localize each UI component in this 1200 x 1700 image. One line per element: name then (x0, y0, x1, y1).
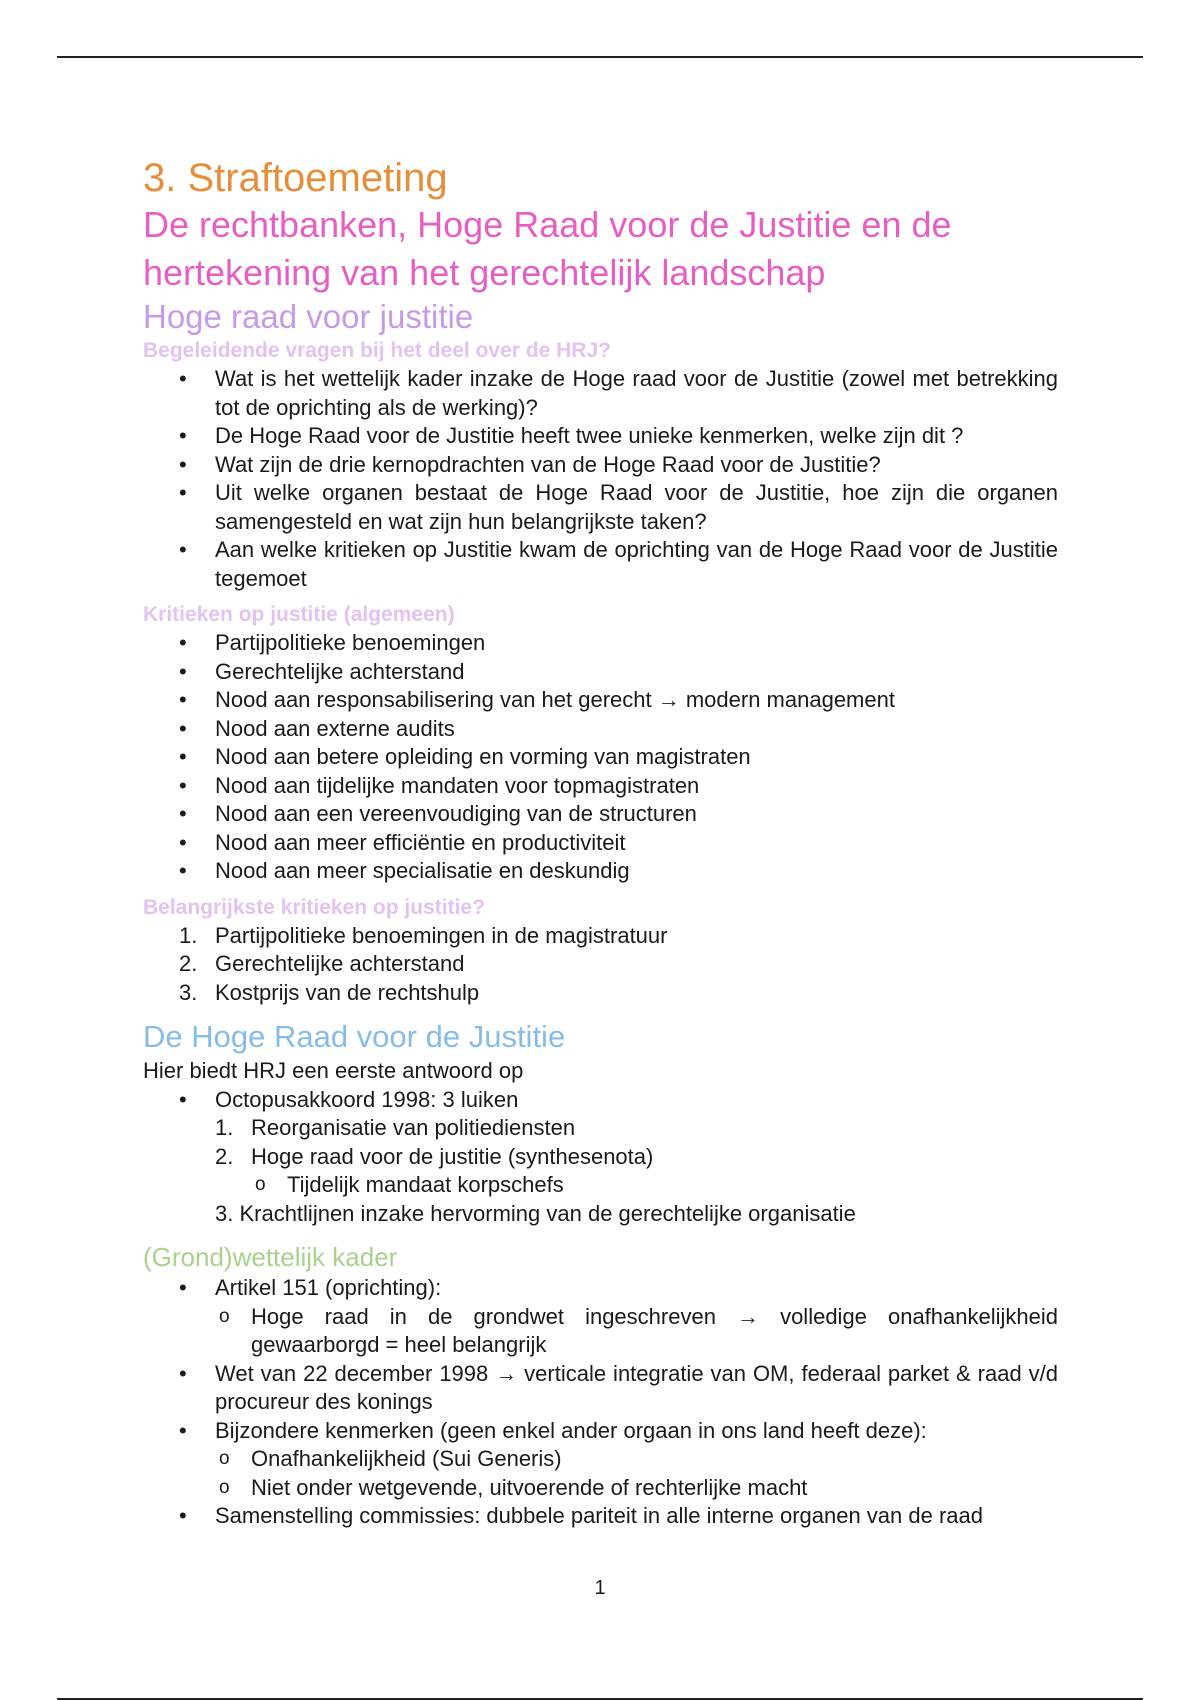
list-item: • Wat is het wettelijk kader inzake de Hoge raad voor de Justitie (zowel met betrekking tot de oprichting als de werking)? (143, 365, 1058, 422)
list-item: • Artikel 151 (oprichting): o Hoge raad in de grondwet ingeschreven → volledige onafhankelijkheid gewaarborgd = heel belangrijk (143, 1274, 1058, 1360)
octopus-parts (215, 1114, 1058, 1200)
list-item: • Gerechtelijke achterstand (143, 658, 1058, 687)
list-item: • Octopusakkoord 1998: 3 luiken 1. Reorganisatie van politiediensten 2. Hoge raad voor de justitie (synthesenota) o Tijdelijk mandaat korpschefs 3. Krachtlijnen inzake hervorming van de gerechtelijke organisatie (143, 1086, 1058, 1229)
list-item: • Nood aan betere opleiding en vorming van magistraten (143, 743, 1058, 772)
hrj-intro: Hier biedt HRJ een eerste antwoord op (143, 1058, 524, 1083)
list-item: 2. Gerechtelijke achterstand (179, 951, 465, 976)
page-number: 1 (594, 1577, 606, 1599)
list-item: • Wat zijn de drie kernopdrachten van de Hoge Raad voor de Justitie? (143, 451, 1058, 480)
legal-list (143, 1274, 1058, 1531)
octopus-part-3: 3. Krachtlijnen inzake hervorming van de gerechtelijke organisatie (215, 1200, 856, 1226)
list-item: • Nood aan responsabilisering van het gerecht → modern management (143, 686, 1058, 715)
list-item: 1. Partijpolitieke benoemingen in de magistratuur (179, 922, 668, 948)
legal-heading: (Grond)wettelijk kader (143, 1242, 398, 1272)
list-item: o Hoge raad in de grondwet ingeschreven → volledige onafhankelijkheid gewaarborgd = heel belangrijk (215, 1303, 1058, 1360)
octopus-subitems (251, 1171, 1058, 1200)
subsection-title: Hoge raad voor justitie (143, 298, 474, 335)
criticisms-main-heading: Belangrijkste kritieken op justitie? (143, 895, 485, 919)
section-title: De rechtbanken, Hoge Raad voor de Justitie en de hertekening van het gerechtelijk landschap (143, 204, 952, 293)
list-item: • Nood aan tijdelijke mandaten voor topmagistraten (143, 772, 1058, 801)
document-body (143, 155, 1058, 1531)
hrj-list (143, 1086, 1058, 1229)
list-item: • Uit welke organen bestaat de Hoge Raad voor de Justitie, hoe zijn die organen samengesteld en wat zijn hun belangrijkste taken? (143, 479, 1058, 536)
list-item: • Samenstelling commissies: dubbele pariteit in alle interne organen van de raad (143, 1502, 1058, 1531)
list-item: • Wet van 22 december 1998 → verticale integratie van OM, federaal parket & raad v/d procureur des konings (143, 1360, 1058, 1417)
list-item: • De Hoge Raad voor de Justitie heeft twee unieke kenmerken, welke zijn dit ? (143, 422, 1058, 451)
list-item: o Tijdelijk mandaat korpschefs (251, 1171, 1058, 1200)
list-item: • Nood aan meer specialisatie en deskundig (143, 857, 1058, 886)
list-item: o Niet onder wetgevende, uitvoerende of rechterlijke macht (215, 1474, 1058, 1503)
chapter-title: 3. Straftoemeting (143, 156, 448, 200)
list-item: • Nood aan meer efficiëntie en productiviteit (143, 829, 1058, 858)
list-item: 3. Kostprijs van de rechtshulp (179, 979, 480, 1005)
list-item: o Onafhankelijkheid (Sui Generis) (215, 1445, 1058, 1474)
list-item: 2. Hoge raad voor de justitie (synthesenota) o Tijdelijk mandaat korpschefs (215, 1143, 1058, 1200)
list-item: • Nood aan externe audits (143, 715, 1058, 744)
questions-list (143, 365, 1058, 593)
hrj-heading: De Hoge Raad voor de Justitie (143, 1019, 566, 1054)
list-item: 1. Reorganisatie van politiediensten (215, 1115, 576, 1140)
list-item: • Aan welke kritieken op Justitie kwam de oprichting van de Hoge Raad voor de Justitie tegemoet (143, 536, 1058, 593)
list-item: • Partijpolitieke benoemingen (143, 629, 1058, 658)
art151-subitems (215, 1303, 1058, 1360)
criticisms-main-list (143, 922, 1058, 1008)
criticisms-general-list (143, 629, 1058, 886)
header-rule (57, 56, 1143, 58)
list-item: • Nood aan een vereenvoudiging van de structuren (143, 800, 1058, 829)
criticisms-general-heading: Kritieken op justitie (algemeen) (143, 603, 455, 626)
special-subitems (215, 1445, 1058, 1502)
questions-heading: Begeleidende vragen bij het deel over de HRJ? (143, 339, 611, 362)
list-item: • Bijzondere kenmerken (geen enkel ander orgaan in ons land heeft deze): o Onafhankelijkheid (Sui Generis) o Niet onder wetgevende, uitvoerende of rechterlijke macht (143, 1417, 1058, 1503)
